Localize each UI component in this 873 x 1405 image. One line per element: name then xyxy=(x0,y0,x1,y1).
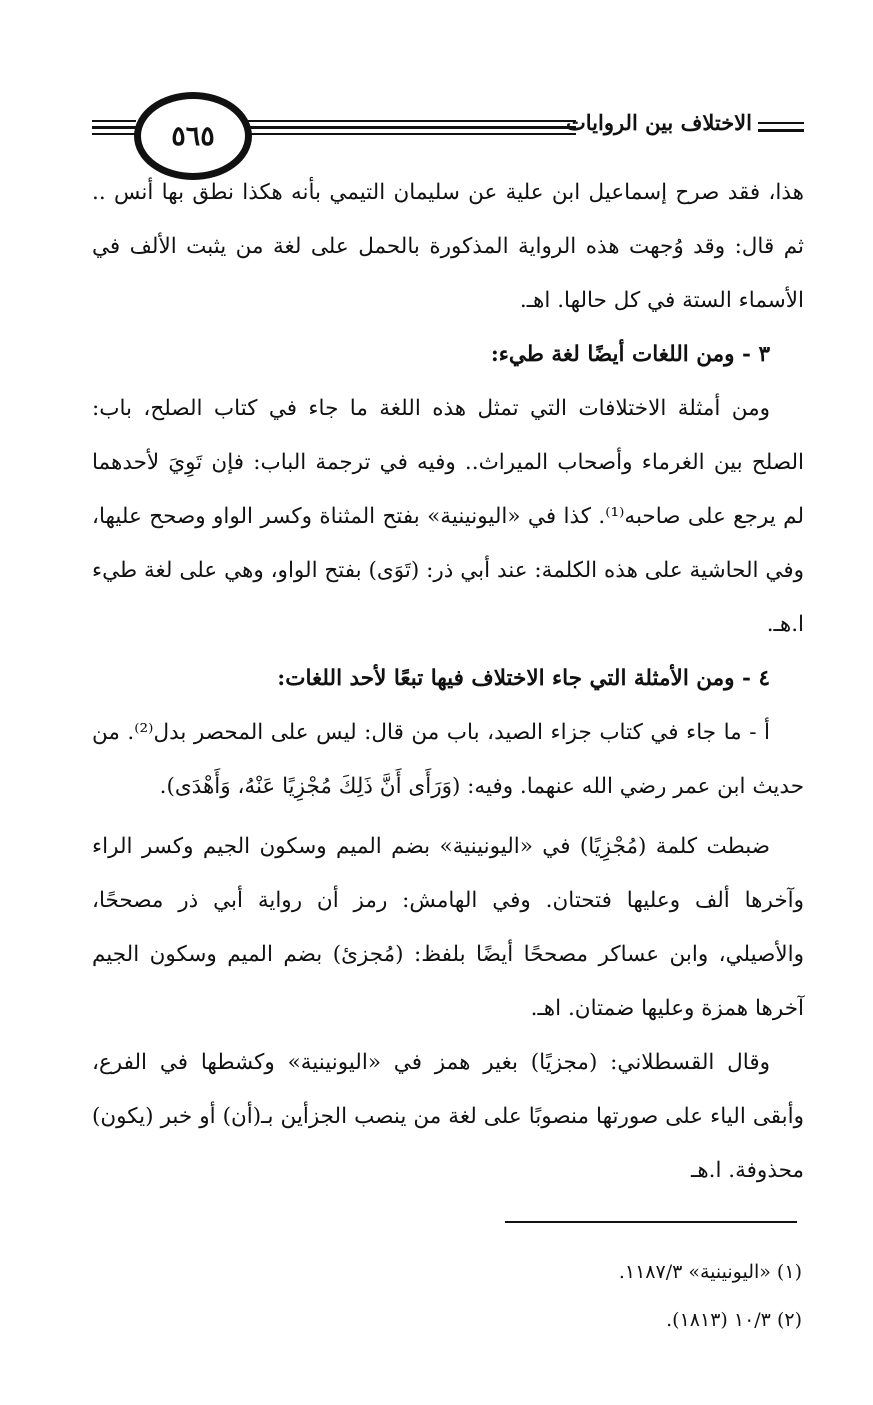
paragraph-1: هذا، فقد صرح إسماعيل ابن علية عن سليمان التيمي بأنه هكذا نطق بها أنس .. ثم قال: وقد وُجهت هذه الرواية المذكورة بالحمل على لغة من يثبت الألف في الأسماء الستة في كل حالها. اهـ. xyxy=(92,180,804,313)
header-rule-left-mid xyxy=(92,126,136,129)
footnotes xyxy=(92,1248,802,1344)
section-heading-3: ٣ - ومن اللغات أيضًا لغة طيء: xyxy=(490,342,770,367)
paragraph-4: ضبطت كلمة (مُجْزِيًا) في «اليونينية» بضم الميم وسكون الجيم وكسر الراء وآخرها ألف وعليها فتحتان. وفي الهامش: رمز أن رواية أبي ذر مصححًا، والأصيلي، وابن عساكر مصححًا أيضًا بلفظ: (مُجزئ) بضم الميم وسكون الجيم آخرها همزة وعليها ضمتان. اهـ. xyxy=(92,834,804,1021)
header-rule-bottom xyxy=(242,133,576,135)
running-title: الاختلاف بين الروايات xyxy=(565,110,752,135)
header-rule-top xyxy=(242,120,576,122)
page-number: ٥٦٥ xyxy=(171,120,215,152)
header-rule-right-bottom xyxy=(758,129,804,132)
header-rule-right-top xyxy=(758,122,804,124)
footnote-separator xyxy=(505,1221,797,1223)
section-heading-4: ٤ - ومن الأمثلة التي جاء الاختلاف فيها تبعًا لأحد اللغات: xyxy=(277,666,770,691)
paragraph-5: وقال القسطلاني: (مجزيًا) بغير همز في «اليونينية» وكشطها في الفرع، وأبقى الياء على صورتها منصوبًا على لغة من ينصب الجزأين بـ(أن) أو خبر (يكون) محذوفة. ا.هـ xyxy=(92,1050,804,1183)
header-rule-left-bottom xyxy=(92,133,136,135)
footnote-1: (١) «اليونينية» ١١٨٧/٣. xyxy=(618,1261,802,1283)
header-rule-mid xyxy=(242,126,576,129)
header-rule-left-top xyxy=(92,120,136,122)
footnote-2: (٢) ١٠/٣ (١٨١٣). xyxy=(666,1309,802,1331)
main-text xyxy=(92,166,804,1198)
paragraph-2: ومن أمثلة الاختلافات التي تمثل هذه اللغة ما جاء في كتاب الصلح، باب: الصلح بين الغرماء وأصحاب الميراث.. وفيه في ترجمة الباب: فإن تَوِيَ لأحدهما لم يرجع على صاحبه⁽¹⁾. كذا في «اليونينية» بفتح المثناة وكسر الواو وصحح عليها، وفي الحاشية على هذه الكلمة: عند أبي ذر: (تَوَى) بفتح الواو، وهي على لغة طيء ا.هـ. xyxy=(92,396,804,637)
page-header xyxy=(92,92,804,176)
paragraph-3: أ - ما جاء في كتاب جزاء الصيد، باب من قال: ليس على المحصر بدل⁽²⁾. من حديث ابن عمر رضي الله عنهما. وفيه: (وَرَأَى أَنَّ ذَلِكَ مُجْزِيًا عَنْهُ، وَأَهْدَى). xyxy=(92,720,804,799)
